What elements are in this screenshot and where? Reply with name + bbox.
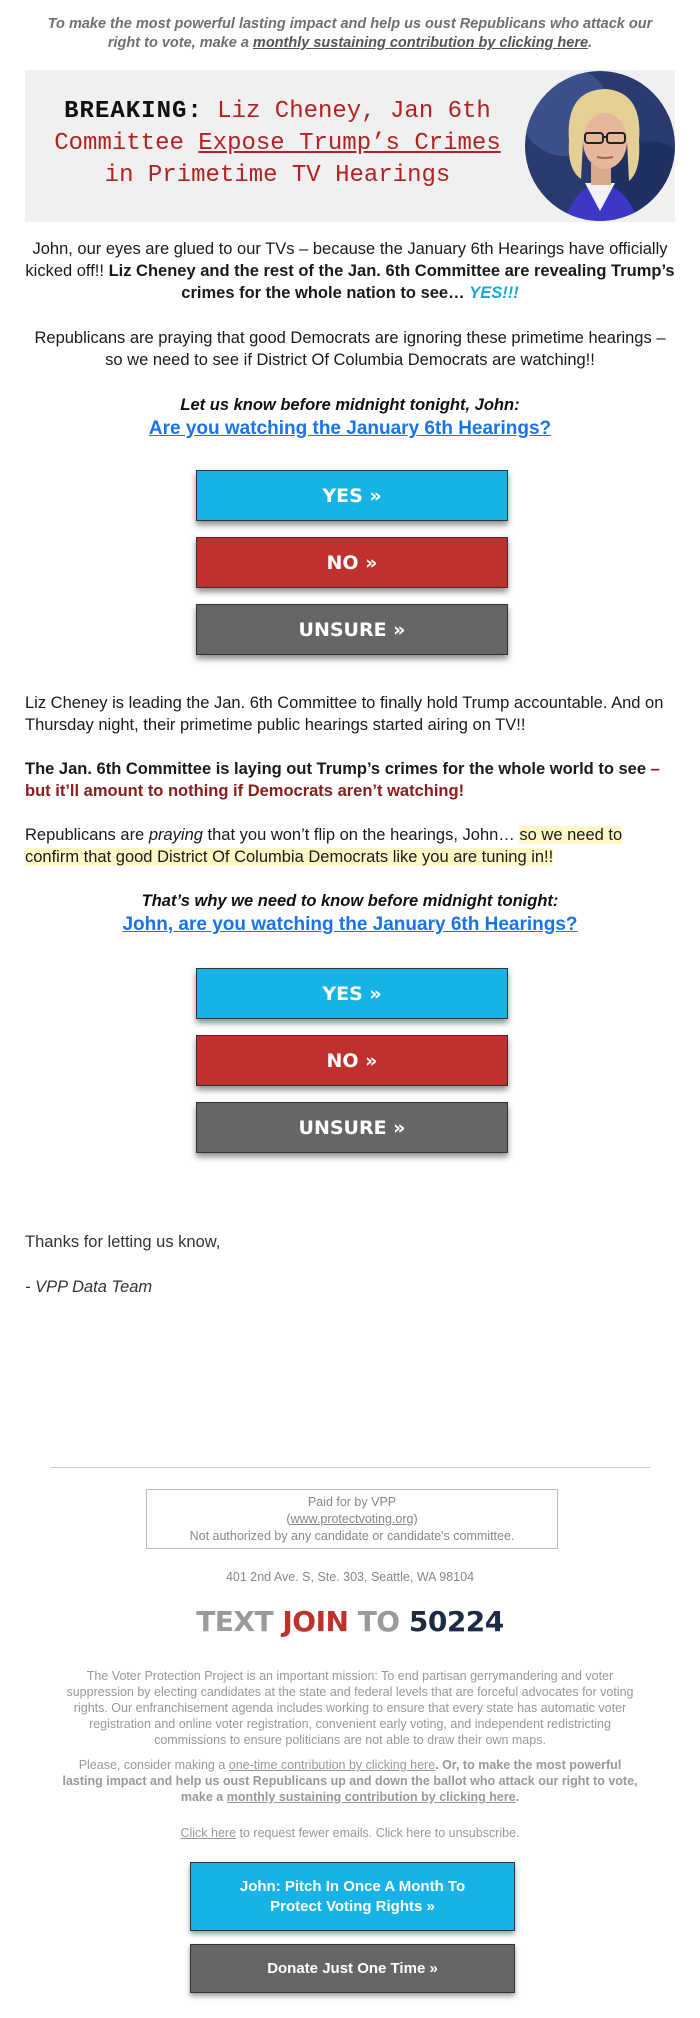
consider-text-a: Please, consider making a <box>78 1758 229 1772</box>
top-note-text: To make the most powerful lasting impact and help us oust Republicans who attack our right to vote, make a <box>47 16 653 51</box>
consider-text-b: . Or, to make the most powerful lasting impact and help us oust Republicans up and down the ballot who attack our right to vote, make a <box>62 1758 638 1804</box>
yes-button-2[interactable]: YES » <box>196 968 508 1019</box>
breaking-banner[interactable] <box>25 70 675 222</box>
monthly-contribution-link[interactable]: monthly sustaining contribution by clicking here <box>252 35 589 51</box>
breaking-label: BREAKING: <box>64 98 203 125</box>
no-button-2[interactable]: NO » <box>196 1035 508 1086</box>
confirm-paragraph <box>25 824 675 868</box>
fewer-emails-link[interactable]: Click here <box>180 1826 237 1840</box>
unsure-button-2[interactable]: UNSURE » <box>196 1102 508 1153</box>
unsubscribe-text: to request fewer emails. Click here to unsubscribe. <box>236 1826 520 1840</box>
no-button[interactable]: NO » <box>196 537 508 588</box>
shortcode: 50224 <box>408 1605 504 1638</box>
email-preferences <box>60 1825 640 1841</box>
signature: - VPP Data Team <box>25 1278 153 1296</box>
confirm-text-a: Republicans are <box>25 826 149 844</box>
to-word: TO <box>357 1605 400 1638</box>
monthly-donate-button[interactable]: John: Pitch In Once A Month To Protect Voting Rights » <box>190 1862 515 1931</box>
banner-headline <box>25 96 530 192</box>
question-link-1[interactable]: Are you watching the January 6th Hearings? <box>148 418 552 439</box>
portrait-illustration <box>525 71 675 221</box>
liz-cheney-portrait-icon <box>525 71 675 221</box>
intro-bold-text: Liz Cheney and the rest of the Jan. 6th Committee are revealing Trump’s crimes for the whole nation to see… <box>108 262 675 302</box>
not-authorized-text: Not authorized by any candidate or candidate's committee. <box>189 1529 515 1543</box>
site-open-paren: ( <box>286 1512 291 1526</box>
thanks-text: Thanks for letting us know, <box>25 1233 221 1251</box>
question-block-2 <box>25 890 675 937</box>
headline-link[interactable]: Expose Trump’s Crimes <box>198 130 501 157</box>
question-intro-2: That’s why we need to know before midnight tonight: <box>141 892 559 910</box>
committee-bold-text: The Jan. 6th Committee is laying out Trump’s crimes for the whole world to see <box>25 760 647 778</box>
site-line <box>147 1511 557 1528</box>
confirm-highlight-text: so we need to confirm that good District Of Columbia Democrats like you are tuning in!! <box>25 826 623 866</box>
question-intro-1: Let us know before midnight tonight, John: <box>180 396 520 414</box>
text-word: TEXT <box>196 1605 274 1638</box>
one-time-donate-button[interactable]: Donate Just One Time » <box>190 1944 515 1993</box>
site-link[interactable]: www.protectvoting.org <box>290 1512 414 1526</box>
paid-by-text: Paid for by VPP <box>307 1495 397 1509</box>
praying-paragraph: Republicans are praying that good Democrats are ignoring these primetime hearings – so we need to see if District Of Columbia Democrats are watching!! <box>34 329 666 369</box>
headline-line1: Liz Cheney, Jan 6th <box>202 98 491 125</box>
top-contribution-note <box>40 15 660 53</box>
consider-text-c: . <box>515 1790 520 1804</box>
footer-divider <box>50 1467 650 1468</box>
one-time-contribution-link[interactable]: one-time contribution by clicking here <box>228 1758 436 1772</box>
yes-button[interactable]: YES » <box>196 470 508 521</box>
intro-text: John, our eyes are glued to our TVs – because the January 6th Hearings have officially kicked off!! <box>25 240 668 280</box>
unsure-button[interactable]: UNSURE » <box>196 604 508 655</box>
mission-statement: The Voter Protection Project is an important mission: To end partisan gerrymandering and voter suppression by electing candidates at the state and federal levels that are forceful advocates for voting rights. Our enfranchisement agenda includes working to ensure that every state has automatic voter registration and online voter registration, convenient early voting, and independent redistricting commissions to ensure politicians are not able to draw their own maps. <box>66 1669 634 1747</box>
paid-for-box <box>146 1489 558 1549</box>
intro-yes-text: YES!!! <box>469 284 519 302</box>
headline-line3: in Primetime TV Hearings <box>104 162 451 189</box>
confirm-italic-text: praying <box>148 826 203 844</box>
text-join-callout <box>0 1605 700 1638</box>
headline-line2: Committee <box>54 130 199 157</box>
confirm-text-b: that you won’t flip on the hearings, John… <box>202 826 520 844</box>
join-keyword: JOIN <box>282 1605 349 1638</box>
mailing-address: 401 2nd Ave. S, Ste. 303, Seattle, WA 98104 <box>225 1570 475 1584</box>
question-link-2[interactable]: John, are you watching the January 6th Hearings? <box>122 914 578 935</box>
committee-red-text: – but it’ll amount to nothing if Democrats aren’t watching! <box>25 760 660 800</box>
question-block-1 <box>25 394 675 441</box>
site-close-paren: ) <box>413 1512 418 1526</box>
intro-paragraph <box>25 238 675 304</box>
committee-paragraph <box>25 758 675 802</box>
top-note-period: . <box>588 35 593 51</box>
monthly-contribution-link-footer[interactable]: monthly sustaining contribution by clicking here <box>226 1790 516 1804</box>
cheney-paragraph: Liz Cheney is leading the Jan. 6th Committee to finally hold Trump accountable. And on Thursday night, their primetime public hearings started airing on TV!! <box>25 694 664 734</box>
consider-contribution-text <box>60 1757 640 1805</box>
